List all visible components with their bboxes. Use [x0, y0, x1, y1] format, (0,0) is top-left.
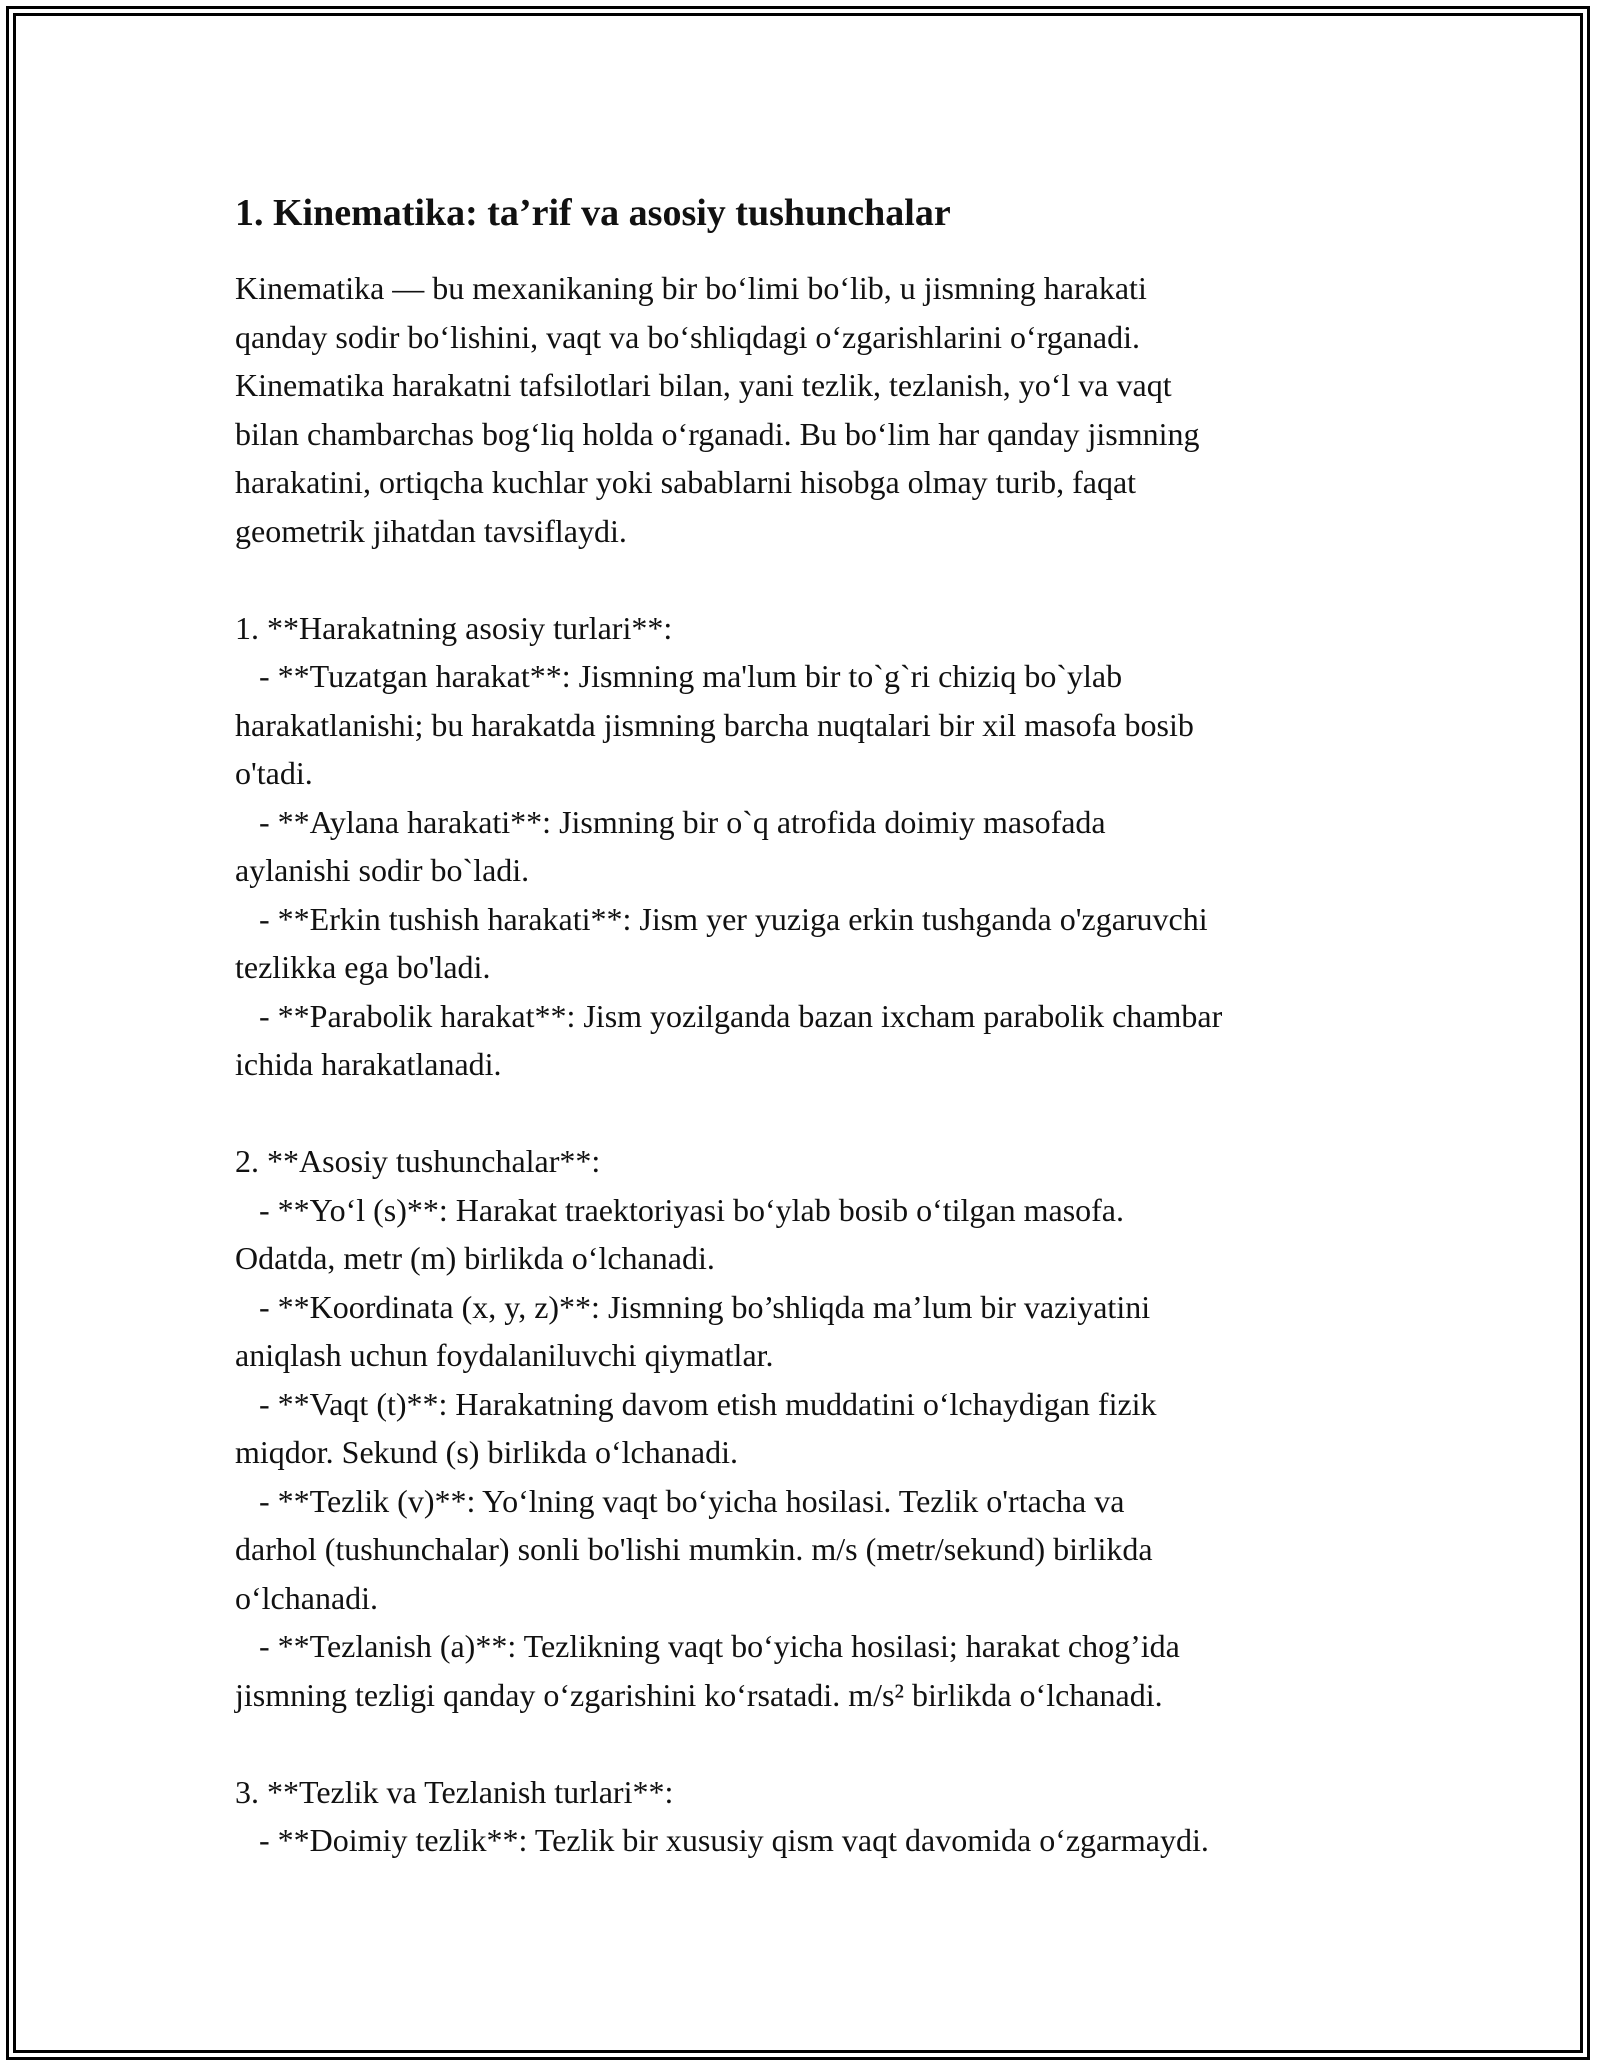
- blank-line: [235, 1089, 1375, 1138]
- list-item: - **Vaqt (t)**: Harakatning davom etish muddatini o‘lchaydigan fizik: [235, 1385, 1157, 1422]
- text-line: geometrik jihatdan tavsiflaydi.: [235, 512, 627, 549]
- text-line: Kinematika harakatni tafsilotlari bilan, yani tezlik, tezlanish, yo‘l va vaqt: [235, 367, 1172, 403]
- text-line: aniqlash uchun foydalaniluvchi qiymatlar.: [235, 1337, 774, 1373]
- section-title: 3. **Tezlik va Tezlanish turlari**:: [235, 1773, 674, 1810]
- text-line: aylanishi sodir bo`ladi.: [235, 852, 530, 888]
- section-title: 2. **Asosiy tushunchalar**:: [235, 1143, 601, 1179]
- section-motion-types: [235, 604, 1375, 1089]
- section-velocity-types: [235, 1768, 1375, 1865]
- text-line: darhol (tushunchalar) sonli bo'lishi mumkin. m/s (metr/sekund) birlikda: [235, 1531, 1153, 1567]
- document-body: [235, 188, 1375, 1865]
- list-item: - **Koordinata (x, y, z)**: Jismning bo’shliqda ma’lum bir vaziyatini: [235, 1288, 1151, 1325]
- text-line: o'tadi.: [235, 755, 313, 791]
- text-line: tezlikka ega bo'ladi.: [235, 949, 491, 985]
- list-item: - **Tezlik (v)**: Yo‘lning vaqt bo‘yicha hosilasi. Tezlik o'rtacha va: [235, 1482, 1125, 1519]
- blank-line: [235, 555, 1375, 604]
- document-heading: 1. Kinematika: ta’rif va asosiy tushunchalar: [235, 192, 951, 234]
- list-item: - **Doimiy tezlik**: Tezlik bir xususiy qism vaqt davomida o‘zgarmaydi.: [235, 1822, 1209, 1858]
- list-item: - **Tezlanish (a)**: Tezlikning vaqt bo‘yicha hosilasi; harakat chog’ida: [235, 1628, 1180, 1664]
- list-item: - **Erkin tushish harakati**: Jism yer yuziga erkin tushganda o'zgaruvchi: [235, 900, 1208, 937]
- text-line: qanday sodir bo‘lishini, vaqt va bo‘shliqdagi o‘zgarishlarini o‘rganadi.: [235, 318, 1140, 355]
- text-line: jismning tezligi qanday o‘zgarishini ko‘rsatadi. m/s² birlikda o‘lchanadi.: [235, 1676, 1163, 1713]
- section-title: 1. **Harakatning asosiy turlari**:: [235, 609, 673, 646]
- text-line: harakatlanishi; bu harakatda jismning barcha nuqtalari bir xil masofa bosib: [235, 706, 1194, 743]
- text-line: miqdor. Sekund (s) birlikda o‘lchanadi.: [235, 1434, 739, 1470]
- text-line: bilan chambarchas bog‘liq holda o‘rganadi. Bu bo‘lim har qanday jismning: [235, 415, 1200, 452]
- text-line: o‘lchanadi.: [235, 1579, 379, 1616]
- blank-line: [235, 1719, 1375, 1768]
- text-line: ichida harakatlanadi.: [235, 1046, 502, 1082]
- list-item: - **Aylana harakati**: Jismning bir o`q atrofida doimiy masofada: [235, 803, 1106, 840]
- intro-paragraph: [235, 264, 1375, 555]
- text-line: Odatda, metr (m) birlikda o‘lchanadi.: [235, 1240, 715, 1276]
- list-item: - **Parabolik harakat**: Jism yozilganda bazan ixcham parabolik chambar: [235, 997, 1223, 1034]
- list-item: - **Yo‘l (s)**: Harakat traektoriyasi bo‘ylab bosib o‘tilgan masofa.: [235, 1191, 1124, 1228]
- text-line: harakatini, ortiqcha kuchlar yoki sabablarni hisobga olmay turib, faqat: [235, 464, 1137, 500]
- text-line: Kinematika — bu mexanikaning bir bo‘limi bo‘lib, u jismning harakati: [235, 270, 1147, 306]
- section-basic-concepts: [235, 1137, 1375, 1719]
- list-item: - **Tuzatgan harakat**: Jismning ma'lum bir to`g`ri chiziq bo`ylab: [235, 658, 1123, 694]
